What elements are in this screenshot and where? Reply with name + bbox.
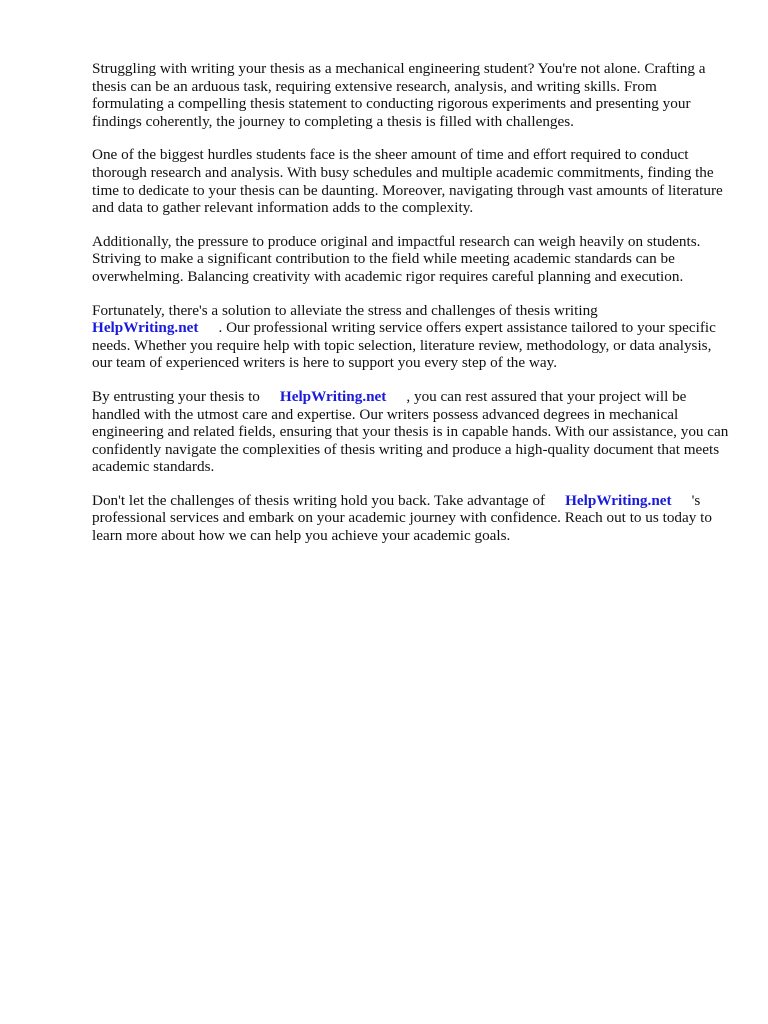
paragraph-entrust-text-end: , you can rest assured that your project will be handled with the utmost care and expertise. Our writers possess advanced degrees in mechanical engineering and related fields, ensuring that your thesis is in capable hands. With our assistance, you can confidently navigate the complexities of thesis writing and produce a high-quality document that meets academic standards. <box>92 387 729 476</box>
paragraph-entrust-text-start: By entrusting your thesis to <box>92 387 260 405</box>
paragraph-closing-text-start: Don't let the challenges of thesis writing hold you back. Take advantage of <box>92 491 546 509</box>
paragraph-solution-text-start: Fortunately, there's a solution to alleviate the stress and challenges of thesis writing <box>92 301 598 319</box>
paragraph-intro: Struggling with writing your thesis as a mechanical engineering student? You're not alone. Crafting a thesis can be an arduous task, requiring extensive research, analysis, and writing skills. From formulating a compelling thesis statement to conducting rigorous experiments and presenting your findings coherently, the journey to completing a thesis is filled with challenges. <box>92 60 706 130</box>
paragraph-closing <box>92 492 732 545</box>
helpwriting-link[interactable]: HelpWriting.net <box>92 319 199 337</box>
paragraph-hurdles: One of the biggest hurdles students face is the sheer amount of time and effort required to conduct thorough research and analysis. With busy schedules and multiple academic commitments, finding the time to dedicate to your thesis can be daunting. Moreover, navigating through vast amounts of literature and data to gather relevant information adds to the complexity. <box>92 146 723 217</box>
paragraph-entrust <box>92 388 732 476</box>
helpwriting-link[interactable]: HelpWriting.net <box>565 491 672 509</box>
paragraph-pressure: Additionally, the pressure to produce original and impactful research can weigh heavily on students. Striving to make a significant contribution to the field while meeting academic standards can be overwhelming. Balancing creativity with academic rigor requires careful planning and execution. <box>92 232 701 285</box>
paragraph-closing-text-end: 's professional services and embark on your academic journey with confidence. Reach out to us today to learn more about how we can help you achieve your academic goals. <box>92 491 712 545</box>
paragraph-solution <box>92 302 732 372</box>
paragraph-solution-text-end: . Our professional writing service offers expert assistance tailored to your specific needs. Whether you require help with topic selection, literature review, methodology, or data analysis, our team of experienced writers is here to support you every step of the way. <box>92 319 716 372</box>
helpwriting-link[interactable]: HelpWriting.net <box>279 387 387 405</box>
document-body <box>92 60 732 561</box>
